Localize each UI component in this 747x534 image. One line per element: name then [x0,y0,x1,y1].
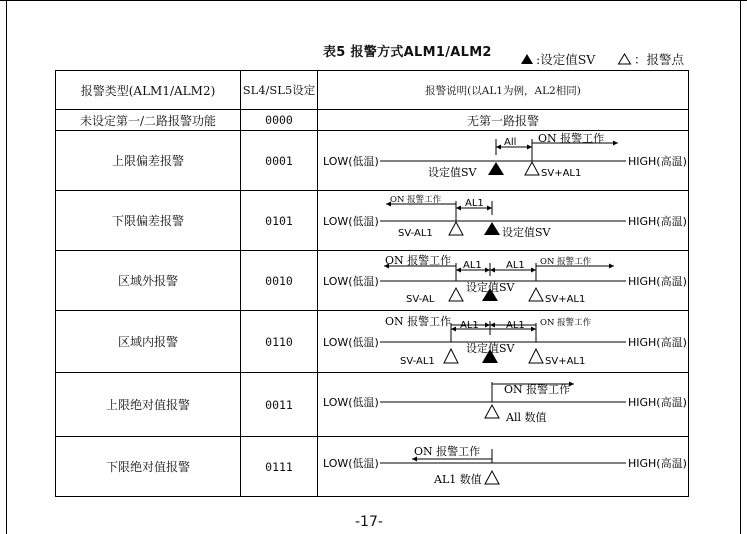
outline-triangle-icon [617,53,632,65]
table-row [56,437,689,497]
al1-label-right: AL1 [506,320,525,331]
upper-deviation-diagram [318,131,689,191]
row-type: 未设定第一/二路报警功能 [56,110,241,131]
setpoint-label: 设定值SV [502,226,551,239]
sv-plus-al1-label: SV+AL1 [545,356,586,367]
header-description: 报警说明(以AL1为例，AL2相同) [318,71,689,110]
al1-value-label: AL1 数值 [434,473,482,486]
on-alarm-label-right: ON 报警工作 [540,257,592,267]
on-alarm-label-right: ON 报警工作 [540,318,592,328]
legend-alarm-point [617,50,684,68]
alarm-mode-table [55,70,689,497]
sv-minus-al1-label: SV-AL1 [400,356,435,367]
alarm-point-marker-right [529,288,543,301]
row-code: 0000 [241,110,318,131]
high-label: HIGH(高温) [628,457,687,470]
on-alarm-label: ON 报警工作 [390,195,442,205]
al1-label-left: AL1 [460,320,479,331]
row-code: 0001 [241,131,318,191]
setpoint-label: 设定值SV [466,281,515,294]
row-type: 区域内报警 [56,311,241,373]
setpoint-label: 设定值SV [466,342,515,355]
right-border [740,0,741,534]
page-number: -17- [355,514,383,530]
low-label: LOW(低温) [323,336,379,349]
low-label: LOW(低温) [323,457,379,470]
row-desc: 无第一路报警 [318,110,689,131]
lower-absolute-diagram [318,437,689,497]
low-label: LOW(低温) [323,215,379,228]
on-alarm-label: ON 报警工作 [414,445,481,458]
upper-absolute-diagram [318,373,689,437]
on-alarm-label: ON 报警工作 [538,132,605,145]
alarm-point-marker [525,162,539,175]
high-label: HIGH(高温) [628,396,687,409]
row-code: 0011 [241,373,318,437]
filled-triangle-icon [520,53,534,65]
on-alarm-label-left: ON 报警工作 [385,254,452,267]
al1-label-left: AL1 [463,260,482,271]
low-label: LOW(低温) [323,155,379,168]
sv-plus-al1-label: SV+AL1 [545,294,586,305]
sv-minus-al1-label: SV-AL1 [398,228,433,239]
alarm-point-marker [449,222,463,235]
setpoint-marker [484,222,500,235]
row-type: 下限偏差报警 [56,191,241,251]
on-alarm-label: ON 报警工作 [504,383,571,396]
row-code: 0110 [241,311,318,373]
legend-setpoint-label: :设定值SV [536,52,596,67]
setpoint-marker [488,162,504,175]
top-border [0,0,747,1]
lower-deviation-diagram [318,191,689,251]
legend-alarm-point-label: ：报警点 [634,52,685,67]
row-code: 0010 [241,251,318,311]
high-label: HIGH(高温) [628,275,687,288]
table-row [56,311,689,373]
setpoint-label: 设定值SV [428,166,477,179]
table-header-row [56,71,689,110]
high-label: HIGH(高温) [628,155,687,168]
alarm-point-marker-left [444,349,458,363]
inside-zone-diagram [318,311,689,373]
row-type: 区域外报警 [56,251,241,311]
table-row [56,131,689,191]
row-type: 上限偏差报警 [56,131,241,191]
al1-label: All [504,137,517,148]
alarm-point-marker-right [529,349,543,363]
on-alarm-label-left: ON 报警工作 [385,315,452,328]
sv-plus-al1-label: SV+AL1 [541,168,582,179]
row-code: 0111 [241,437,318,497]
table-row [56,373,689,437]
table-row [56,110,689,131]
table-row [56,251,689,311]
high-label: HIGH(高温) [628,215,687,228]
table-title: 表5 报警方式ALM1/ALM2 [323,45,492,60]
alarm-point-marker [485,405,499,418]
row-type: 下限绝对值报警 [56,437,241,497]
high-label: HIGH(高温) [628,336,687,349]
table-row [56,191,689,251]
alarm-point-marker-left [449,288,463,301]
left-border [6,0,7,534]
al1-label: AL1 [465,198,484,209]
low-label: LOW(低温) [323,396,379,409]
header-alarm-type: 报警类型(ALM1/ALM2) [56,71,241,110]
outside-zone-diagram [318,251,689,311]
header-sl-setting: SL4/SL5设定 [241,71,318,110]
all-value-label: All 数值 [506,411,547,424]
sv-minus-al-label: SV-AL [406,294,435,305]
row-type: 上限绝对值报警 [56,373,241,437]
row-code: 0101 [241,191,318,251]
legend-setpoint [520,50,595,68]
low-label: LOW(低温) [323,275,379,288]
al1-label-right: AL1 [506,260,525,271]
alarm-point-marker [485,471,499,484]
